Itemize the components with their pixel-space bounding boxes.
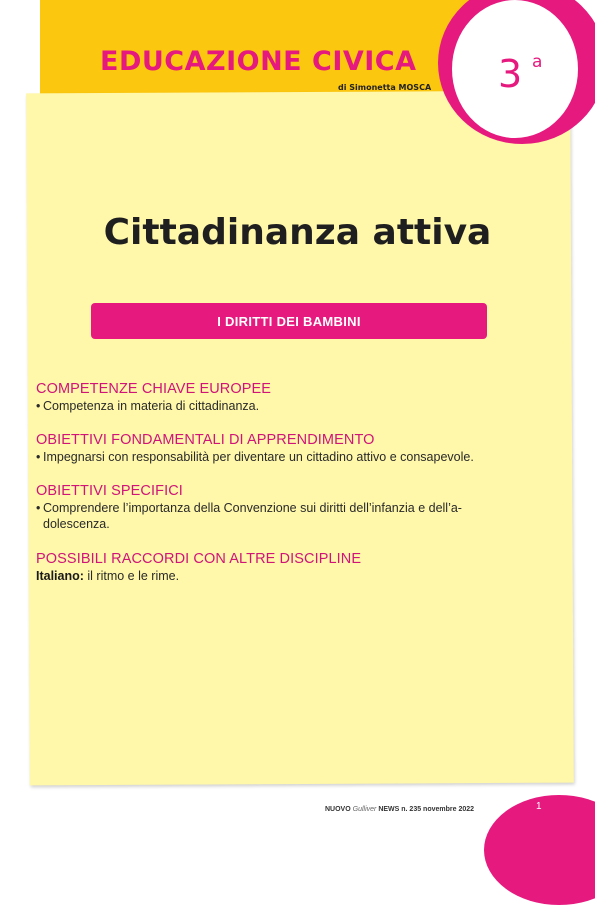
section-body — [36, 449, 556, 465]
section-text-continued: dolescenza. — [43, 517, 110, 531]
section-heading: POSSIBILI RACCORDI CON ALTRE DISCIPLINE — [36, 551, 362, 567]
footer-prefix: NUOVO — [325, 806, 351, 813]
section-heading: COMPETENZE CHIAVE EUROPEE — [36, 381, 272, 397]
section-heading: OBIETTIVI FONDAMENTALI DI APPRENDIMENTO — [36, 432, 375, 448]
section-body — [36, 500, 556, 516]
discipline-label: Italiano: — [36, 569, 84, 583]
section-heading: OBIETTIVI SPECIFICI — [36, 483, 183, 499]
section-body — [36, 398, 556, 414]
section-competenze — [36, 381, 556, 414]
bullet-icon: • — [36, 399, 41, 413]
page-number: 1 — [536, 801, 542, 812]
footer-credit — [325, 806, 474, 813]
section-body — [36, 568, 556, 584]
subject-title: EDUCAZIONE CIVICA — [100, 46, 417, 77]
topic-banner — [91, 303, 487, 339]
main-title: Cittadinanza attiva — [103, 212, 492, 253]
section-text: Impegnarsi con responsabilità per diventare un cittadino attivo e consapevole. — [43, 450, 474, 464]
author-credit: di Simonetta MOSCA — [338, 83, 432, 92]
section-raccordi — [36, 551, 556, 584]
footer-brand: Gulliver — [352, 806, 377, 813]
bullet-icon: • — [36, 450, 41, 464]
grade-number: 3 — [498, 52, 523, 96]
section-obiettivi-fondamentali — [36, 432, 556, 465]
grade-superscript: a — [532, 52, 543, 72]
section-text: il ritmo e le rime. — [83, 569, 180, 583]
topic-label: I DIRITTI DEI BAMBINI — [217, 313, 361, 329]
section-text: Comprendere l’importanza della Convenzione sui diritti dell’infanzia e dell’a- — [43, 501, 462, 515]
bullet-icon: • — [36, 501, 41, 515]
section-obiettivi-specifici — [36, 483, 556, 532]
footer-issue: NEWS n. 235 novembre 2022 — [378, 806, 475, 813]
section-text: Competenza in materia di cittadinanza. — [43, 399, 260, 413]
